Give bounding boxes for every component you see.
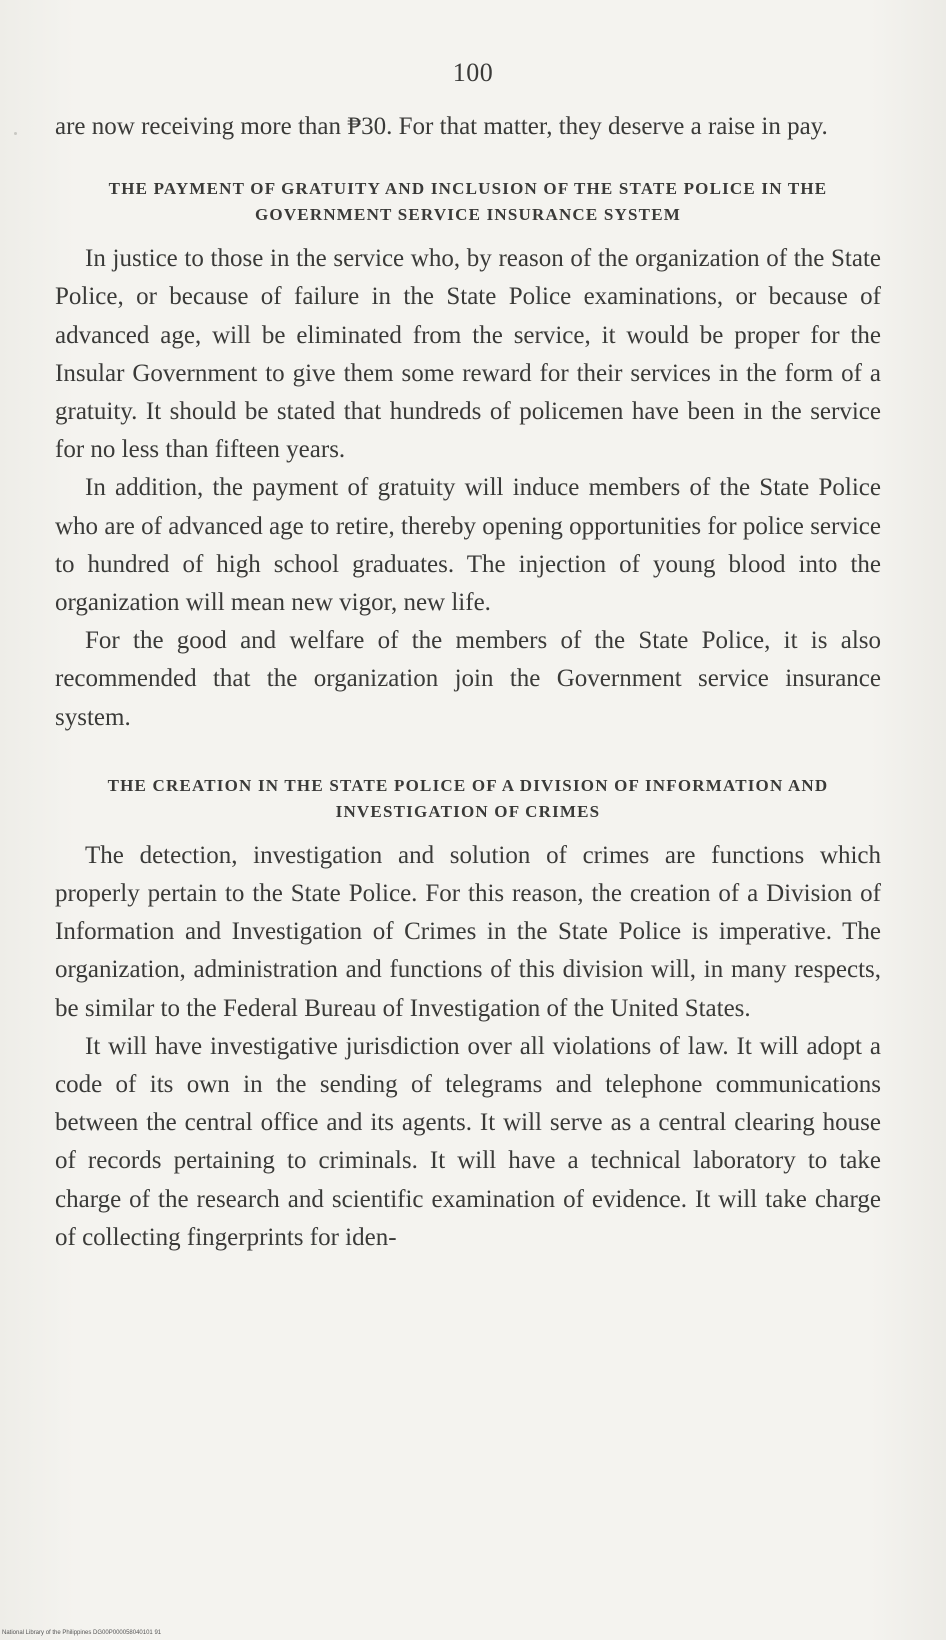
page-content bbox=[55, 108, 881, 1257]
paragraph-continuation: are now receiving more than ₱30. For that matter, they deserve a raise in pay. bbox=[55, 113, 828, 140]
paragraph-division-creation: The detection, investigation and solution of crimes are functions which properly pertain to the State Police. For this reason, the creation of a Division of Information and Investigation of Crimes in the State Police is imperative. The organization, administration and functions of this division will, in many respects, be similar to the Federal Bureau of Investigation of the United States. bbox=[55, 841, 881, 1022]
paragraph-gratuity-retire: In addition, the payment of gratuity will induce members of the State Police who are of advanced age to retire, thereby opening opportunities for police service to hundred of high school graduates. The injection of young blood into the organization will mean new vigor, new life. bbox=[55, 474, 881, 617]
page-number: 100 bbox=[452, 58, 494, 87]
section-heading-gratuity: THE PAYMENT OF GRATUITY AND INCLUSION OF THE STATE POLICE IN THE GOVERNMENT SERVICE INSURANCE SYSTEM bbox=[108, 179, 828, 225]
paragraph-gratuity-justice: In justice to those in the service who, by reason of the organization of the State Police, or because of failure in the State Police examinations, or because of advanced age, will be eliminated from the service, it would be proper for the Insular Government to give them some reward for their services in the form of a gratuity. It should be stated that hundreds of policemen have been in the service for no less than fifteen years. bbox=[55, 245, 881, 464]
paragraph-insurance: For the good and welfare of the members of the State Police, it is also recommended that the organization join the Government service insurance system. bbox=[55, 627, 881, 731]
paragraph-division-jurisdiction: It will have investigative jurisdiction over all violations of law. It will adopt a code of its own in the sending of telegrams and telephone communications between the central office and its agents. It will serve as a central clearing house of records pertaining to criminals. It will have a technical laboratory to take charge of the research and scientific examination of evidence. It will take charge of collecting fingerprints for iden- bbox=[55, 1032, 881, 1251]
section-heading-division: THE CREATION IN THE STATE POLICE OF A DIVISION OF INFORMATION AND INVESTIGATION OF CRIMES bbox=[107, 775, 829, 821]
paper-speck bbox=[14, 132, 17, 135]
scan-credit: National Library of the Philippines DG00P000058040101 91 bbox=[2, 1630, 162, 1636]
